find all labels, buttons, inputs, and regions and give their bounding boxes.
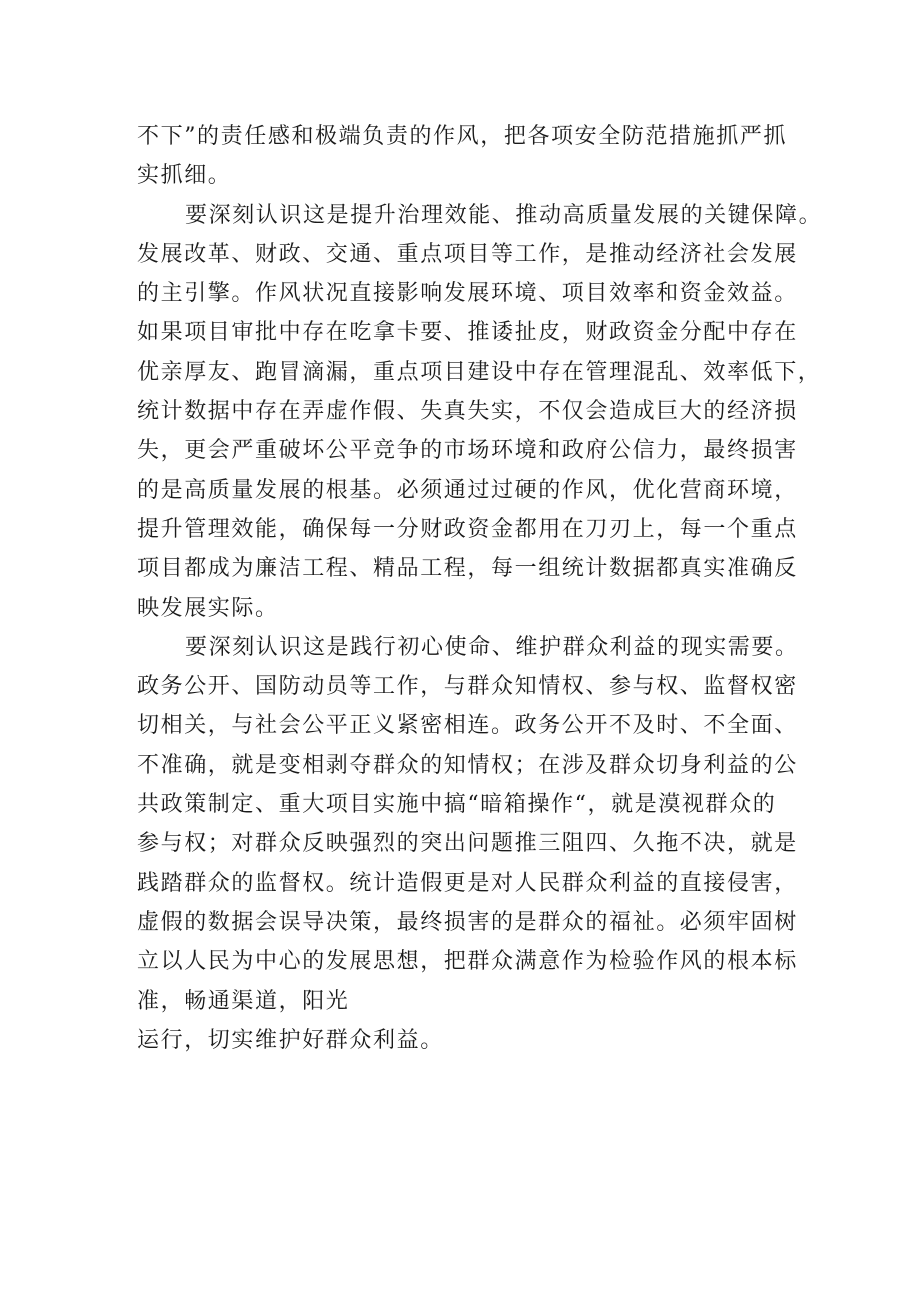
- text-line: 优亲厚友、跑冒滴漏，重点项目建设中存在管理混乱、效率低下，: [137, 359, 822, 385]
- text-line: 准，畅通渠道，阳光: [137, 988, 350, 1014]
- text-line: 要深刻认识这是践行初心使命、维护群众利益的现实需要。: [185, 634, 799, 660]
- text-line: 的主引擎。作风状况直接影响发展环境、项目效率和资金效益。: [137, 281, 798, 307]
- text-line: 失，更会严重破坏公平竞争的市场环境和政府公信力，最终损害: [137, 438, 798, 464]
- text-line: 不下”的责任感和极端负责的作风，把各项安全防范措施抓严抓: [137, 124, 788, 149]
- text-line: 项目都成为廉洁工程、精品工程，每一组统计数据都真实准确反: [137, 556, 798, 582]
- text-line: 要深刻认识这是提升治理效能、推动高质量发展的关键保障。: [185, 202, 823, 228]
- text-line: 发展改革、财政、交通、重点项目等工作，是推动经济社会发展: [137, 241, 798, 267]
- text-line: 切相关，与社会公平正义紧密相连。政务公开不及时、不全面、: [137, 713, 798, 739]
- text-line: 践踏群众的监督权。统计造假更是对人民群众利益的直接侵害，: [137, 870, 798, 896]
- text-line: 映发展实际。: [137, 595, 279, 621]
- text-line: 共政策制定、重大项目实施中搞“暗箱操作“，就是漠视群众的: [137, 792, 777, 818]
- text-line: 虚假的数据会误导决策，最终损害的是群众的福祉。必须牢固树: [137, 909, 798, 935]
- text-line: 实抓细。: [137, 163, 232, 189]
- text-line: 立以人民为中心的发展思想，把群众满意作为检验作风的根本标: [137, 949, 798, 975]
- document-body: [137, 117, 823, 1060]
- text-line: 参与权；对群众反映强烈的突出问题推三阻四、久拖不决，就是: [137, 831, 798, 857]
- text-line: 提升管理效能，确保每一分财政资金都用在刀刃上，每一个重点: [137, 516, 798, 542]
- text-line: 政务公开、国防动员等工作，与群众知情权、参与权、监督权密: [137, 674, 798, 700]
- text-line: 运行，切实维护好群众利益。: [137, 1027, 444, 1053]
- text-line: 如果项目审批中存在吃拿卡要、推诿扯皮，财政资金分配中存在: [137, 320, 798, 346]
- text-line: 的是高质量发展的根基。必须通过过硬的作风，优化营商环境，: [137, 477, 798, 503]
- text-line: 统计数据中存在弄虚作假、失真失实，不仅会造成巨大的经济损: [137, 399, 798, 425]
- text-line: 不准确，就是变相剥夺群众的知情权；在涉及群众切身利益的公: [137, 752, 798, 778]
